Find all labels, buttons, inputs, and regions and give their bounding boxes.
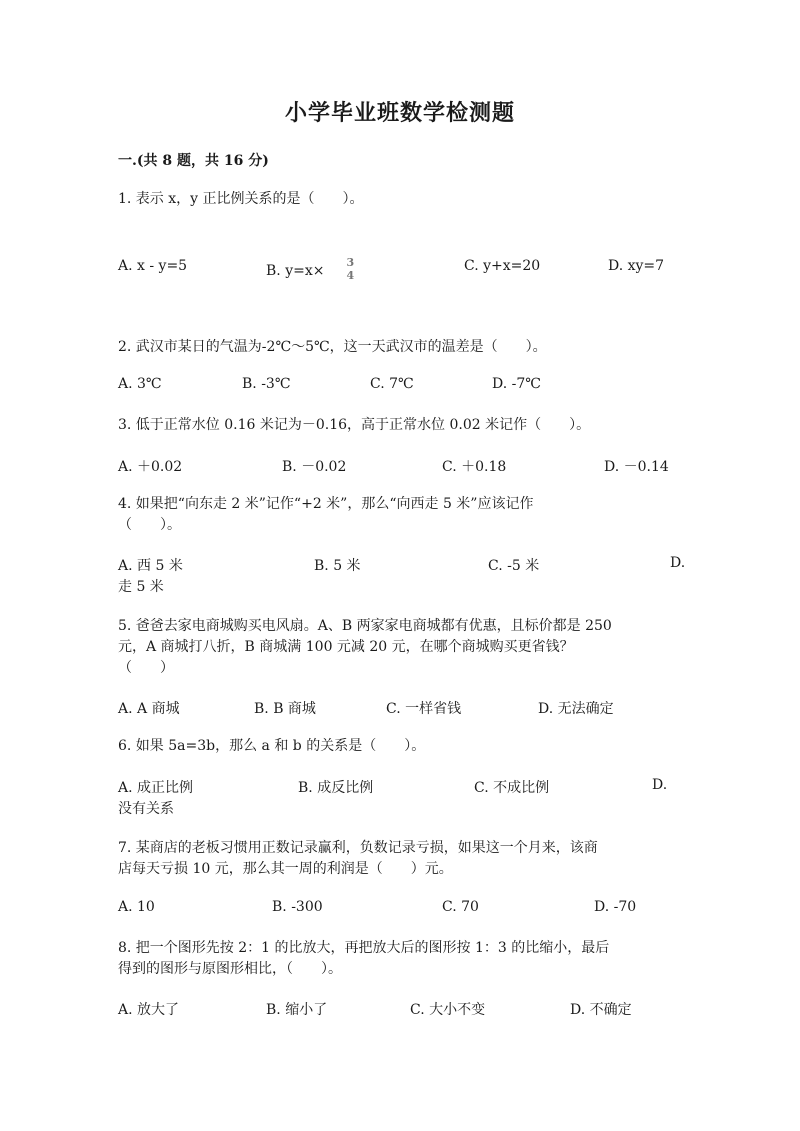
- q7-option-a: A. 10: [118, 899, 155, 915]
- question-7-options: [118, 899, 686, 921]
- question-5-stem-line1: 5. 爸爸去家电商城购买电风扇。A、B 两家家电商城都有优惠，且标价都是 250: [118, 618, 612, 634]
- fraction-numerator: 3: [346, 256, 355, 269]
- q3-option-c: C. ＋0.18: [442, 459, 507, 475]
- question-4-options: [118, 555, 686, 577]
- q7-option-d: D. -70: [594, 899, 637, 915]
- q6-option-a: A. 成正比例: [118, 780, 194, 796]
- page-title: 小学毕业班数学检测题: [284, 100, 515, 126]
- q1-option-a: A. x - y=5: [118, 258, 188, 274]
- question-5-options: [118, 698, 686, 720]
- q6-option-d: D.: [652, 777, 668, 793]
- q1-option-c: C. y+x=20: [464, 258, 541, 274]
- question-3-options: [118, 456, 686, 478]
- q5-option-b: B. B 商城: [254, 701, 316, 717]
- question-7-stem-line2: 店每天亏损 10 元，那么其一周的利润是（ ）元。: [118, 861, 453, 877]
- question-1-options: [118, 258, 686, 280]
- question-8-stem-line1: 8. 把一个图形先按 2：1 的比放大，再把放大后的图形按 1：3 的比缩小，最后: [118, 940, 610, 956]
- q1-option-d: D. xy=7: [608, 258, 665, 274]
- q4-option-c: C. -5 米: [488, 558, 540, 574]
- question-4-stem-line1: 4. 如果把“向东走 2 米”记作“+2 米”，那么“向西走 5 米”应该记作: [118, 496, 534, 512]
- q6-option-d-wrap: 没有关系: [118, 801, 174, 817]
- question-2-stem: 2. 武汉市某日的气温为-2℃～5℃，这一天武汉市的温差是（ ）。: [118, 339, 547, 355]
- q7-option-b: B. -300: [272, 899, 323, 915]
- q4-option-d-wrap: 走 5 米: [118, 579, 164, 595]
- fraction-three-quarters: [346, 256, 354, 282]
- q8-option-c: C. 大小不变: [410, 1002, 486, 1018]
- q5-option-d: D. 无法确定: [538, 701, 614, 717]
- question-8-stem-line2: 得到的图形与原图形相比，（ ）。: [118, 961, 342, 977]
- q4-option-d: D.: [670, 555, 686, 571]
- question-5-stem-line3: （ ）: [118, 660, 174, 676]
- q8-option-b: B. 缩小了: [266, 1002, 328, 1018]
- q1-option-b-label: B. y=x×: [266, 263, 325, 279]
- question-8-options: [118, 999, 686, 1021]
- question-7-stem-line1: 7. 某商店的老板习惯用正数记录赢利，负数记录亏损，如果这一个月来，该商: [118, 840, 598, 856]
- question-3-stem: 3. 低于正常水位 0.16 米记为－0.16，高于正常水位 0.02 米记作（ ）。: [118, 417, 591, 433]
- q6-option-c: C. 不成比例: [474, 780, 550, 796]
- q1-option-b: [266, 258, 354, 284]
- q2-option-d: D. -7℃: [492, 376, 541, 392]
- fraction-denominator: 4: [346, 269, 355, 282]
- q5-option-a: A. A 商城: [118, 701, 180, 717]
- question-6-stem: 6. 如果 5a=3b，那么 a 和 b 的关系是（ ）。: [118, 738, 426, 754]
- question-2-options: [118, 376, 686, 398]
- q2-option-c: C. 7℃: [370, 376, 414, 392]
- question-6-options: [118, 777, 686, 799]
- q7-option-c: C. 70: [442, 899, 479, 915]
- question-1-stem: 1. 表示 x，y 正比例关系的是（ ）。: [118, 191, 364, 207]
- q3-option-b: B. －0.02: [282, 459, 347, 475]
- q2-option-a: A. 3℃: [118, 376, 162, 392]
- q4-option-b: B. 5 米: [314, 558, 361, 574]
- q3-option-d: D. －0.14: [604, 459, 669, 475]
- q3-option-a: A. ＋0.02: [118, 459, 183, 475]
- q6-option-b: B. 成反比例: [298, 780, 374, 796]
- q5-option-c: C. 一样省钱: [386, 701, 462, 717]
- section-heading: 一.(共 8 题，共 16 分): [118, 153, 269, 169]
- q2-option-b: B. -3℃: [242, 376, 291, 392]
- q8-option-d: D. 不确定: [570, 1002, 632, 1018]
- q8-option-a: A. 放大了: [118, 1002, 180, 1018]
- q4-option-a: A. 西 5 米: [118, 558, 183, 574]
- question-5-stem-line2: 元，A 商城打八折，B 商城满 100 元减 20 元，在哪个商城购买更省钱？: [118, 639, 574, 655]
- question-4-stem-line2: （ ）。: [118, 517, 181, 533]
